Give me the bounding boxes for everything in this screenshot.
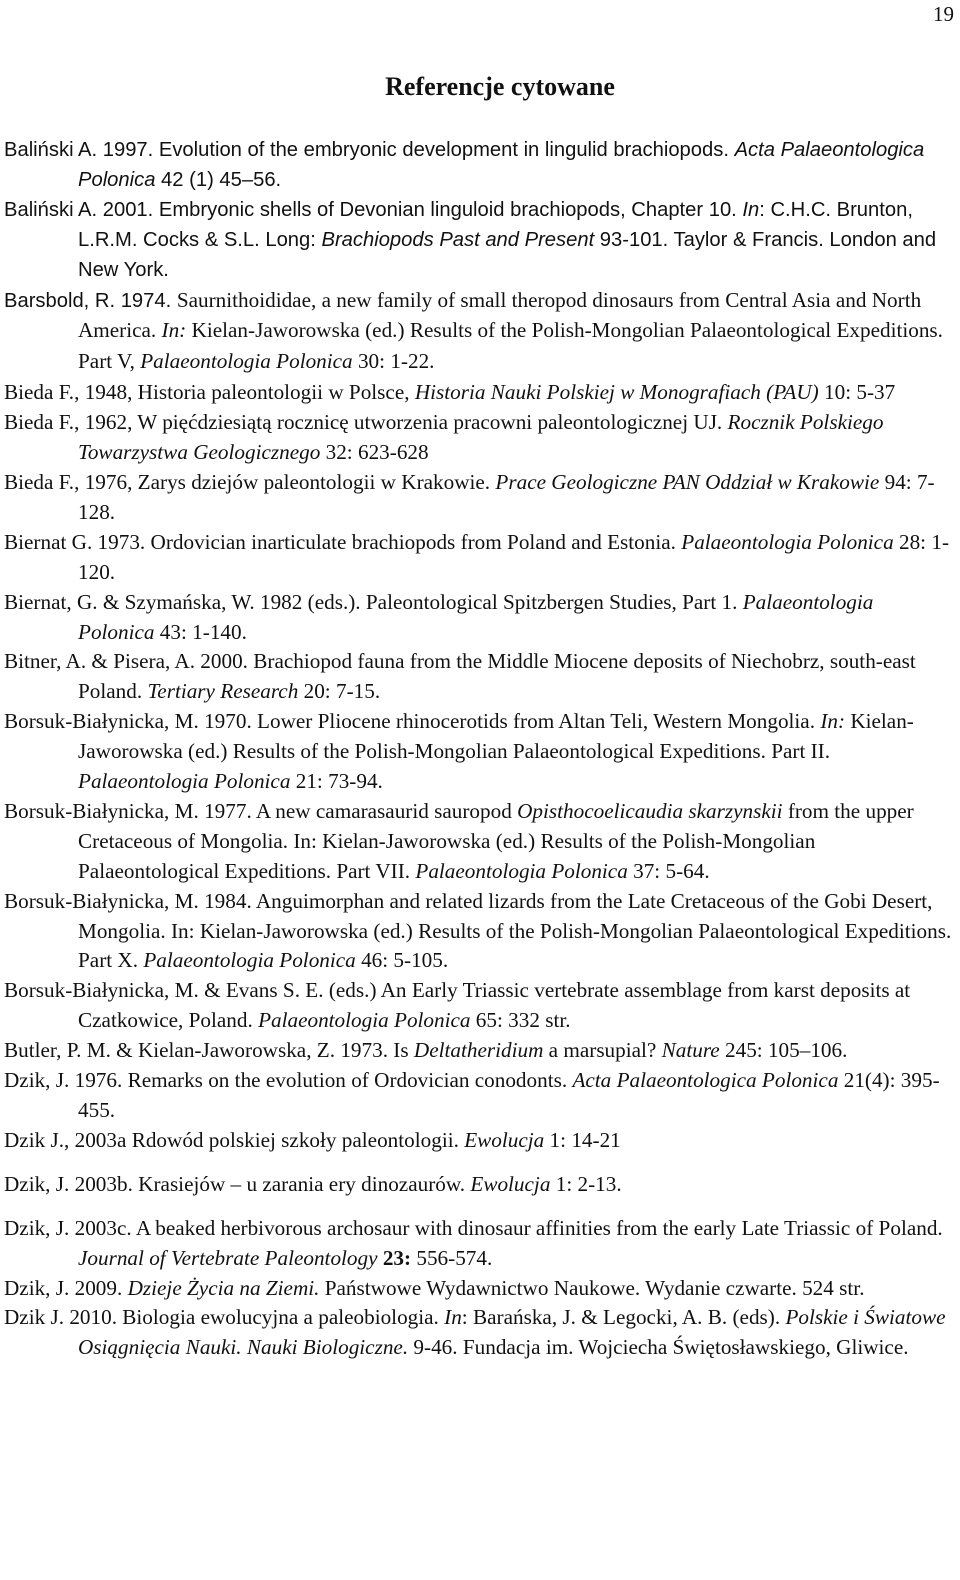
reference-title-italic: Deltatheridium xyxy=(413,1038,544,1063)
reference-text: Baliński A. 2001. Embryonic shells of Devonian linguloid brachiopods, Chapter 10. xyxy=(4,198,743,221)
reference-text: Dzik, J. 2009. xyxy=(4,1275,128,1300)
reference-text: 20: 7-15. xyxy=(298,679,381,704)
reference-text: Bieda F., 1962, W pięćdziesiątą rocznicę utworzenia pracowni paleontologicznej UJ. xyxy=(4,410,728,435)
reference-title-italic: Palaeontologia Polonica xyxy=(258,1008,471,1033)
reference-text: 21(4): 395-455. xyxy=(78,1068,940,1122)
reference-text: 245: 105–106. xyxy=(719,1038,848,1063)
reference-text: Bieda F., 1976, Zarys dziejów paleontologii w Krakowie. xyxy=(4,469,496,494)
reference-title-italic: Dzieje Życia na Ziemi. xyxy=(127,1275,320,1300)
reference-title-italic: Palaeontologia Polonica xyxy=(681,529,894,554)
reference-title-italic: Historia Nauki Polskiej w Monografiach (PAU) xyxy=(414,380,819,405)
reference-title-italic: Tertiary Research xyxy=(147,679,299,704)
reference-text: : C.H.C. Brunton, L.R.M. Cocks & S.L. Long: xyxy=(78,198,913,251)
reference-text: 9-46. Fundacja im. Wojciecha Świętosławskiego, Gliwice. xyxy=(408,1335,909,1360)
reference-title-italic: Brachiopods Past and Present xyxy=(321,228,595,251)
reference-entry xyxy=(4,887,952,977)
reference-entry xyxy=(4,1170,952,1200)
reference-title-italic: In: xyxy=(161,318,187,343)
reference-entry xyxy=(4,797,952,887)
reference-title-italic: Journal of Vertebrate Paleontology xyxy=(78,1245,378,1270)
reference-title-italic: Acta Palaeontologica Polonica xyxy=(572,1068,839,1093)
reference-entry xyxy=(4,136,952,196)
reference-text: Dzik J., 2003a Rdowód polskiej szkoły paleontologii. xyxy=(4,1127,465,1152)
page-number: 19 xyxy=(933,2,954,26)
reference-title-italic: Palaeontologia Polonica xyxy=(140,349,353,374)
reference-text: Bitner, A. & Pisera, A. 2000. Brachiopod fauna from the Middle Miocene deposits of Niechobrz, south-east Poland. xyxy=(4,649,916,704)
section-heading: Referencje cytowane xyxy=(385,72,615,101)
reference-title-italic: Opisthocoelicaudia skarzynskii xyxy=(517,798,783,823)
reference-entry xyxy=(4,1274,952,1304)
reference-title-italic: Palaeontologia Polonica xyxy=(78,589,874,644)
reference-text: Saurnithoididae, a new family of small theropod dinosaurs from Central Asia and North America. xyxy=(78,287,922,343)
reference-text: 1: 2-13. xyxy=(550,1171,622,1196)
reference-title-italic: Prace Geologiczne PAN Oddział w Krakowie xyxy=(495,469,880,494)
reference-text: 1: 14-21 xyxy=(544,1127,621,1152)
reference-entry xyxy=(4,1066,952,1126)
reference-title-italic: Polskie i Światowe Osiągnięcia Nauki. Nauki Biologiczne. xyxy=(78,1305,946,1360)
reference-text: Barsbold, R. 1974. xyxy=(4,289,177,312)
reference-title-italic: In: xyxy=(820,709,846,734)
reference-text: Baliński A. 1997. Evolution of the embryonic development in lingulid brachiopods. xyxy=(4,139,735,161)
reference-title-italic: Palaeontologia Polonica xyxy=(415,858,628,883)
reference-text: a marsupial? xyxy=(543,1038,662,1063)
reference-text: Biernat G. 1973. Ordovician inarticulate brachiopods from Poland and Estonia. xyxy=(4,529,682,554)
reference-text: 42 (1) 45–56. xyxy=(155,168,282,191)
reference-entry xyxy=(4,196,952,286)
reference-text: 23: xyxy=(382,1245,412,1270)
reference-entry xyxy=(4,468,952,528)
reference-text: Borsuk-Białynicka, M. 1984. Anguimorphan and related lizards from the Late Cretaceous of the Gobi Desert, Mongolia. In: Kielan-Jaworowska (ed.) Results of the Polish-Mongolian Palaeontological Expeditions. Part X. xyxy=(4,888,952,973)
reference-title-italic: Palaeontologia Polonica xyxy=(143,948,356,973)
reference-text: 43: 1-140. xyxy=(154,619,247,644)
reference-title-italic: Rocznik Polskiego Towarzystwa Geologicznego xyxy=(78,410,884,465)
reference-text: 37: 5-64. xyxy=(627,858,710,883)
reference-text: 556-574. xyxy=(411,1245,493,1270)
reference-text: Dzik, J. 2003c. A beaked herbivorous archosaur with dinosaur affinities from the early Late Triassic of Poland. xyxy=(4,1215,943,1240)
reference-text: 21: 73-94. xyxy=(290,769,383,794)
reference-text: Dzik, J. 2003b. Krasiejów – u zarania ery dinozaurów. xyxy=(4,1171,471,1196)
reference-title-italic: Acta Palaeontologica Polonica xyxy=(78,139,925,191)
reference-text: Biernat, G. & Szymańska, W. 1982 (eds.). Paleontological Spitzbergen Studies, Part 1. xyxy=(4,589,743,614)
reference-text: Dzik, J. 1976. Remarks on the evolution of Ordovician conodonts. xyxy=(4,1068,573,1093)
reference-entry xyxy=(4,286,952,379)
reference-text: Borsuk-Białynicka, M. & Evans S. E. (eds.) An Early Triassic vertebrate assemblage from karst deposits at Czatkowice, Poland. xyxy=(4,978,911,1033)
reference-text: : Barańska, J. & Legocki, A. B. (eds). xyxy=(461,1305,786,1330)
reference-text: Państwowe Wydawnictwo Naukowe. Wydanie czwarte. 524 str. xyxy=(319,1275,865,1300)
reference-text: Borsuk-Białynicka, M. 1970. Lower Pliocene rhinocerotids from Altan Teli, Western Mongolia. xyxy=(4,709,821,734)
reference-entry xyxy=(4,588,952,648)
reference-entry xyxy=(4,1126,952,1156)
reference-text: 46: 5-105. xyxy=(355,948,449,973)
reference-title-italic: In xyxy=(742,198,760,221)
reference-text: Butler, P. M. & Kielan-Jaworowska, Z. 1973. Is xyxy=(4,1038,414,1063)
reference-entry xyxy=(4,1214,952,1274)
reference-entry xyxy=(4,707,952,797)
reference-text: Bieda F., 1948, Historia paleontologii w Polsce, xyxy=(4,380,415,405)
reference-text: 10: 5-37 xyxy=(818,380,896,405)
reference-entry xyxy=(4,1303,952,1363)
reference-title-italic: Nature xyxy=(661,1038,720,1063)
reference-text: from the upper Cretaceous of Mongolia. In: Kielan-Jaworowska (ed.) Results of the Polish-Mongolian Palaeontological Expeditions. Part VII. xyxy=(78,798,914,883)
reference-entry xyxy=(4,408,952,468)
reference-entry xyxy=(4,647,952,707)
reference-title-italic: Ewolucja xyxy=(470,1171,551,1196)
reference-text: Dzik J. 2010. Biologia ewolucyjna a paleobiologia. xyxy=(4,1305,445,1330)
reference-title-italic: Ewolucja xyxy=(464,1127,545,1152)
reference-list xyxy=(4,136,952,1363)
reference-title-italic: In xyxy=(444,1305,462,1330)
reference-entry xyxy=(4,976,952,1036)
reference-text: 28: 1-120. xyxy=(78,529,950,584)
reference-entry xyxy=(4,378,952,408)
reference-title-italic: Palaeontologia Polonica xyxy=(78,769,291,794)
reference-text: 93-101. Taylor & Francis. London and New York. xyxy=(78,228,937,281)
reference-text: 32: 623-628 xyxy=(320,440,429,465)
reference-text: 65: 332 str. xyxy=(470,1008,571,1033)
reference-text: 94: 7-128. xyxy=(78,469,935,524)
reference-text: Kielan-Jaworowska (ed.) Results of the Polish-Mongolian Palaeontological Expeditions. Part II. xyxy=(78,709,914,764)
reference-text: Kielan-Jaworowska (ed.) Results of the Polish-Mongolian Palaeontological Expeditions. Part V, xyxy=(78,318,943,374)
reference-text: Borsuk-Białynicka, M. 1977. A new camarasaurid sauropod xyxy=(4,798,518,823)
reference-entry xyxy=(4,1036,952,1066)
reference-text: 30: 1-22. xyxy=(352,349,435,374)
reference-entry xyxy=(4,528,952,588)
